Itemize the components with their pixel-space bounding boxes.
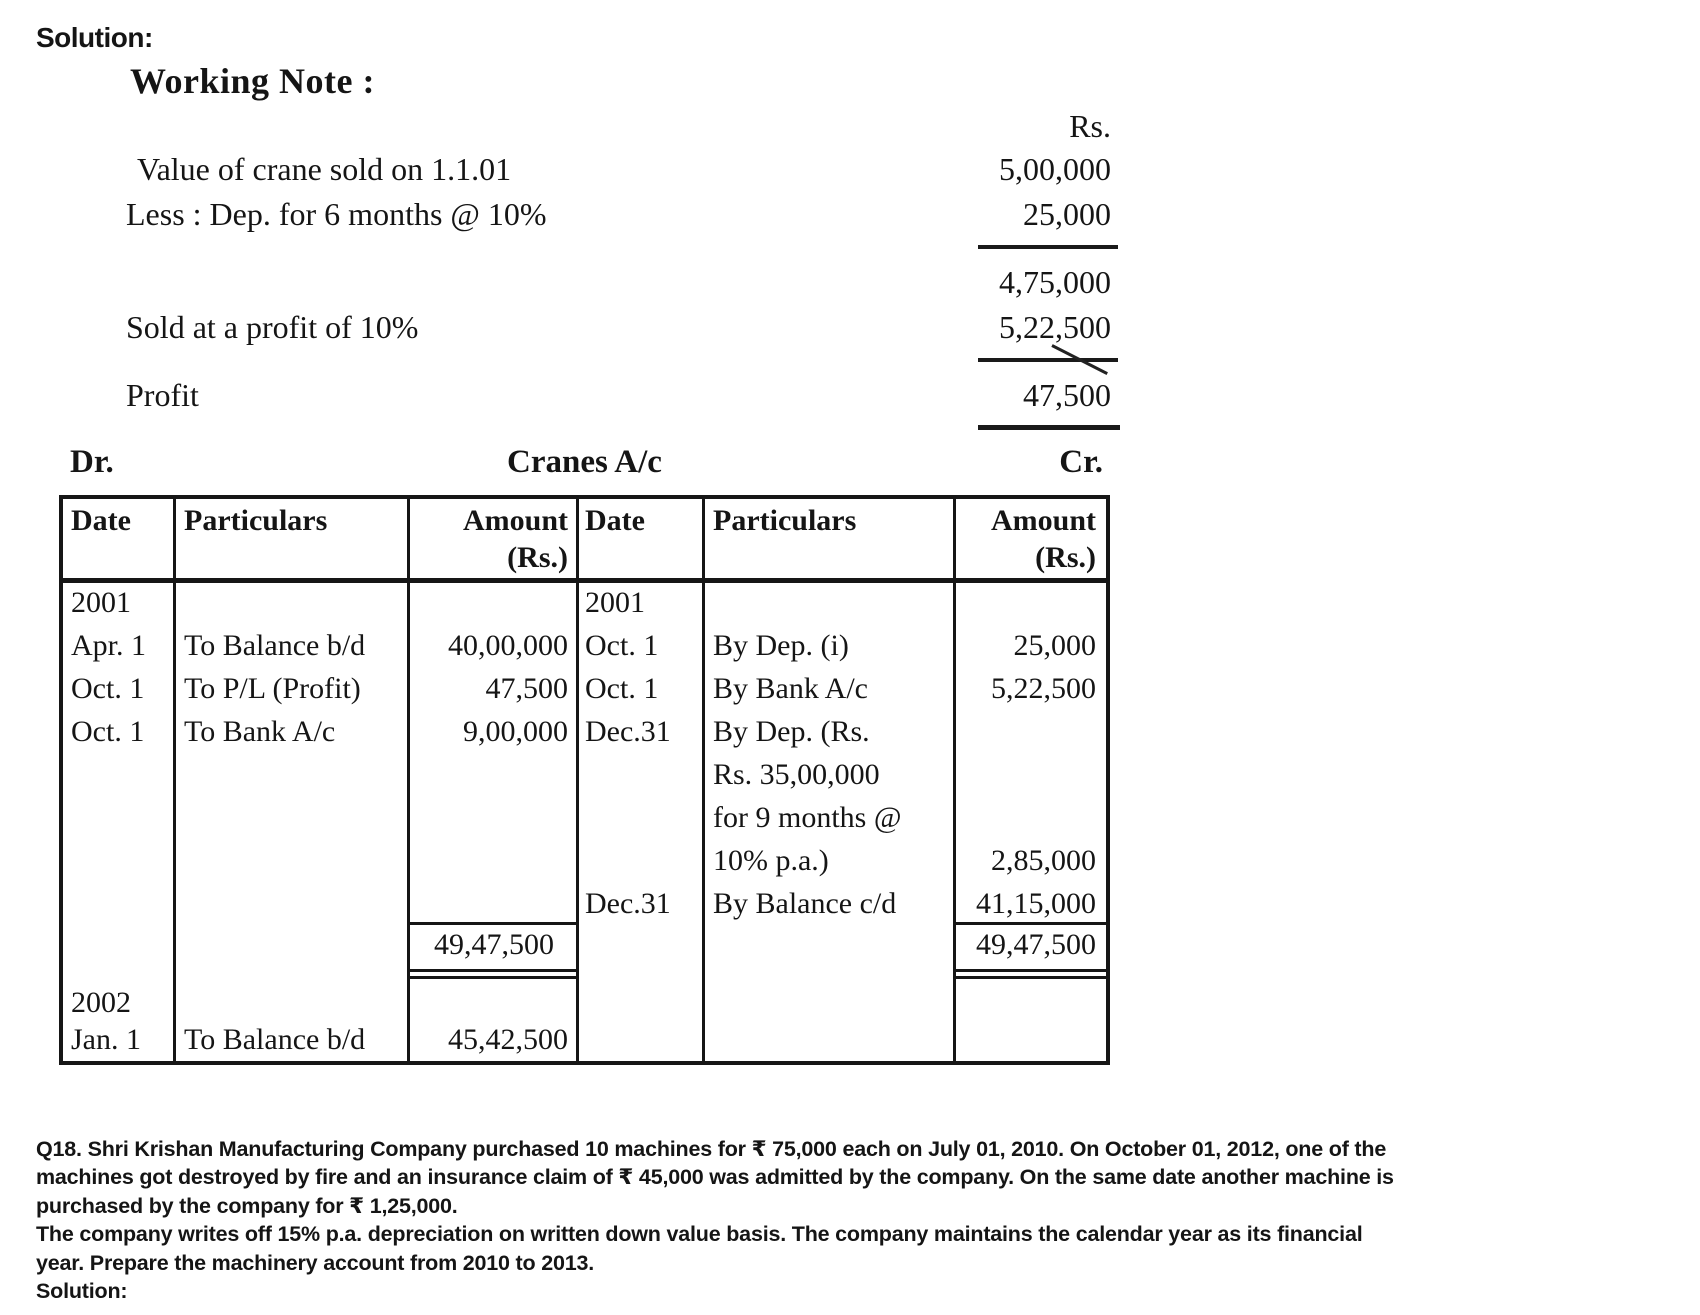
wn-row1-value: 5,00,000 <box>999 151 1111 187</box>
ledger-table <box>59 495 1110 1065</box>
debit-year: 2001 <box>71 586 131 619</box>
solution-label-bottom: Solution: <box>36 1279 128 1303</box>
debit-r1-amount: 40,00,000 <box>448 629 568 662</box>
wn-row4-value: 5,22,500 <box>999 309 1111 345</box>
working-note-title: Working Note : <box>130 61 375 101</box>
debit-r2-amount: 47,500 <box>485 672 568 705</box>
debit-r3-date: Oct. 1 <box>71 715 145 748</box>
col-divider-3 <box>576 499 579 1061</box>
credit-r3-particulars-line2: Rs. 35,00,000 <box>713 758 880 791</box>
credit-r2-particulars: By Bank A/c <box>713 672 868 705</box>
final-rule <box>978 425 1120 430</box>
question-line-5: year. Prepare the machinery account from 2010 to 2013. <box>36 1251 595 1275</box>
debit-r4-amount: 45,42,500 <box>448 1023 568 1056</box>
col-divider-4 <box>702 499 705 1061</box>
solution-label-top: Solution: <box>36 22 153 53</box>
debit-r1-particulars: To Balance b/d <box>184 629 366 662</box>
credit-year: 2001 <box>585 586 645 619</box>
credit-total-rule-bottom <box>956 969 1106 979</box>
debit-r4-particulars: To Balance b/d <box>184 1023 366 1056</box>
header-particulars-debit: Particulars <box>184 504 328 537</box>
debit-r3-particulars: To Bank A/c <box>184 715 336 748</box>
debit-r4-date: Jan. 1 <box>71 1023 141 1056</box>
debit-r3-amount: 9,00,000 <box>463 715 568 748</box>
credit-r2-amount: 5,22,500 <box>991 672 1096 705</box>
credit-total: 49,47,500 <box>976 928 1096 961</box>
question-line-4: The company writes off 15% p.a. depreciation on written down value basis. The company maintains the calendar year as its financial <box>36 1222 1363 1246</box>
header-particulars-credit: Particulars <box>713 504 857 537</box>
credit-r3-particulars-line1: By Dep. (Rs. <box>713 715 870 748</box>
header-amount-credit: Amount <box>990 504 1096 537</box>
debit-r2-particulars: To P/L (Profit) <box>184 672 361 705</box>
dr-label: Dr. <box>70 444 114 480</box>
subtotal-rule-2 <box>978 358 1118 362</box>
debit-r2-date: Oct. 1 <box>71 672 145 705</box>
credit-r3-particulars-line4: 10% p.a.) <box>713 844 829 877</box>
credit-r3-particulars-line3: for 9 months @ <box>713 801 902 834</box>
debit-year2: 2002 <box>71 986 131 1019</box>
subtotal-rule-1 <box>978 245 1118 249</box>
header-rs-debit: (Rs.) <box>507 541 568 574</box>
credit-r1-amount: 25,000 <box>1013 629 1096 662</box>
cr-label: Cr. <box>1059 444 1103 480</box>
credit-r3-amount: 2,85,000 <box>991 844 1096 877</box>
wn-row5-value: 47,500 <box>1023 377 1111 413</box>
credit-r3-date: Dec.31 <box>585 715 671 748</box>
header-rs-credit: (Rs.) <box>1035 541 1096 574</box>
wn-row2-value: 25,000 <box>1023 196 1111 232</box>
wn-row1-label: Value of crane sold on 1.1.01 <box>137 151 512 187</box>
question-line-2: machines got destroyed by fire and an insurance claim of ₹ 45,000 was admitted by the company. On the same date another machine is <box>36 1165 1394 1189</box>
question-line-3: purchased by the company for ₹ 1,25,000. <box>36 1194 458 1218</box>
header-date-debit: Date <box>71 504 131 537</box>
header-date-credit: Date <box>585 504 645 537</box>
credit-r2-date: Oct. 1 <box>585 672 659 705</box>
credit-r4-date: Dec.31 <box>585 887 671 920</box>
col-divider-1 <box>173 499 176 1061</box>
wn-row3-value: 4,75,000 <box>999 264 1111 300</box>
account-title: Cranes A/c <box>507 444 662 480</box>
credit-r4-amount: 41,15,000 <box>976 887 1096 920</box>
debit-total-rule-top <box>410 922 576 925</box>
currency-header: Rs. <box>1069 108 1111 144</box>
header-separator <box>63 578 1106 583</box>
credit-total-rule-top <box>956 922 1106 925</box>
wn-row4-label: Sold at a profit of 10% <box>126 309 419 345</box>
debit-total-rule-bottom <box>410 969 576 979</box>
debit-total: 49,47,500 <box>434 928 554 961</box>
credit-r4-particulars: By Balance c/d <box>713 887 897 920</box>
credit-r1-particulars: By Dep. (i) <box>713 629 849 662</box>
wn-row2-label: Less : Dep. for 6 months @ 10% <box>126 196 547 232</box>
debit-r1-date: Apr. 1 <box>71 629 146 662</box>
wn-row5-label: Profit <box>126 377 199 413</box>
credit-r1-date: Oct. 1 <box>585 629 659 662</box>
header-amount-debit: Amount <box>462 504 568 537</box>
question-line-1: Q18. Shri Krishan Manufacturing Company purchased 10 machines for ₹ 75,000 each on July 01, 2010. On October 01, 2012, one of the <box>36 1137 1387 1161</box>
